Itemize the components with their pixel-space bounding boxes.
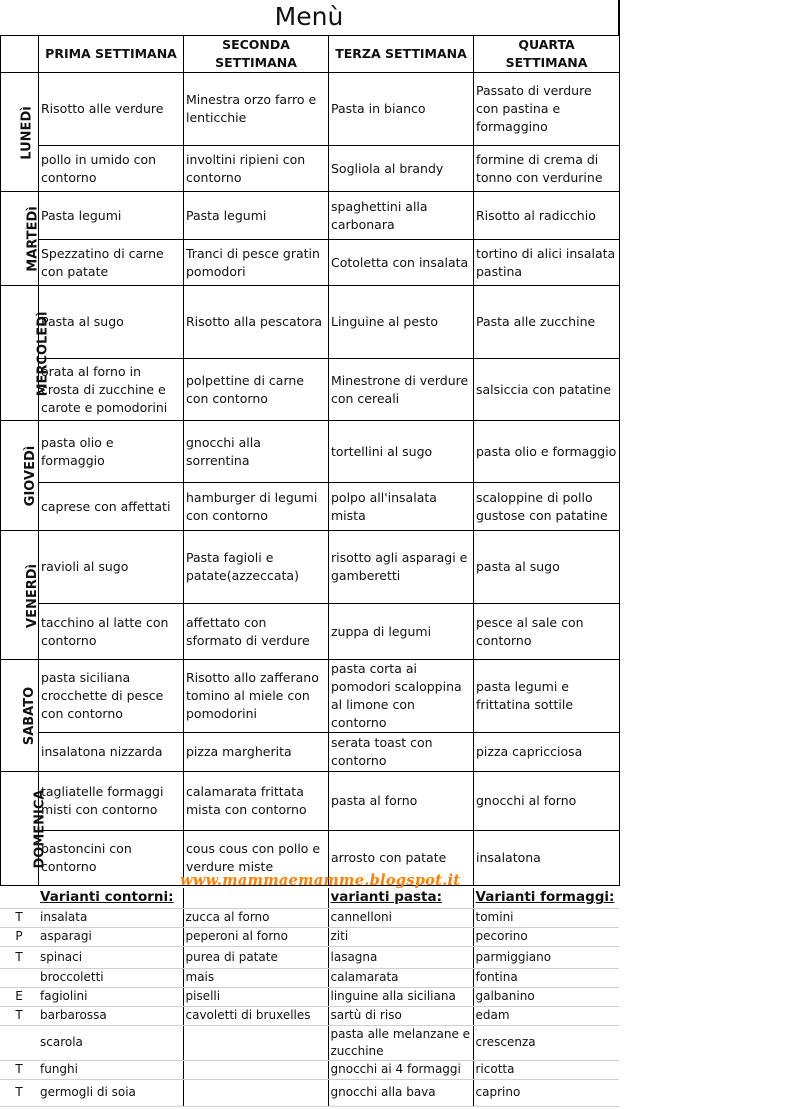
variant-cell: gnocchi alla bava <box>328 1079 473 1106</box>
meal-cell: tagliatelle formaggi misti con contorno <box>39 772 184 831</box>
day-label: MARTEDì <box>25 206 41 272</box>
variant-cell: fagiolini <box>38 987 183 1006</box>
meal-cell: insalatona nizzarda <box>39 733 184 772</box>
meal-cell: Pasta legumi <box>184 192 329 240</box>
variants-row <box>0 908 619 927</box>
day-label: SABATO <box>22 686 38 746</box>
variant-cell: lasagna <box>328 946 473 968</box>
variant-cell <box>183 1025 328 1060</box>
meal-cell: orata al forno in crosta di zucchine e carote e pomodorini <box>39 359 184 421</box>
menu-row <box>1 483 620 531</box>
meal-cell: Pasta fagioli e patate(azzeccata) <box>184 531 329 604</box>
variant-letter <box>0 968 38 987</box>
day-label: MERCOLEDì <box>35 311 51 396</box>
variant-cell: cannelloni <box>328 908 473 927</box>
variant-letter: T <box>0 946 38 968</box>
meal-cell: pizza capricciosa <box>474 733 620 772</box>
variant-cell: fontina <box>473 968 619 987</box>
variant-cell: purea di patate <box>183 946 328 968</box>
menu-row <box>1 146 620 192</box>
variant-cell: spinaci <box>38 946 183 968</box>
variant-cell: sartù di riso <box>328 1006 473 1025</box>
variant-cell: zucca al forno <box>183 908 328 927</box>
meal-cell: affettato con sformato di verdure <box>184 604 329 660</box>
meal-cell: Minestra orzo farro e lenticchie <box>184 73 329 146</box>
meal-cell: Passato di verdure con pastina e formaggino <box>474 73 620 146</box>
variant-cell: mais <box>183 968 328 987</box>
meal-cell: arrosto con patate <box>329 831 474 886</box>
day-label: LUNEDì <box>19 105 35 160</box>
variant-letter: E <box>0 987 38 1006</box>
variants-row <box>0 946 619 968</box>
variants-row <box>0 927 619 946</box>
meal-cell: formine di crema di tonno con verdurine <box>474 146 620 192</box>
meal-cell: pasta legumi e frittatina sottile <box>474 660 620 733</box>
variant-cell: edam <box>473 1006 619 1025</box>
meal-cell: Pasta in bianco <box>329 73 474 146</box>
variants-header: Varianti contorni: <box>38 888 183 908</box>
week-header: PRIMA SETTIMANA <box>39 36 184 73</box>
meal-cell: risotto agli asparagi e gamberetti <box>329 531 474 604</box>
day-label: DOMENICA <box>32 789 48 869</box>
variant-cell: crescenza <box>473 1025 619 1060</box>
variant-cell <box>183 1060 328 1079</box>
variant-letter <box>0 1025 38 1060</box>
variants-row <box>0 1060 619 1079</box>
variants-row <box>0 1025 619 1060</box>
variant-cell: cavoletti di bruxelles <box>183 1006 328 1025</box>
meal-cell: pasta olio e formaggio <box>39 421 184 483</box>
meal-cell: Risotto alle verdure <box>39 73 184 146</box>
variant-letter: T <box>0 908 38 927</box>
day-label-cell <box>1 660 39 772</box>
variant-letter: T <box>0 1006 38 1025</box>
day-label-cell <box>1 531 39 660</box>
meal-cell: Tranci di pesce gratin pomodori <box>184 240 329 286</box>
meal-cell: serata toast con contorno <box>329 733 474 772</box>
menu-row <box>1 359 620 421</box>
variant-cell: calamarata <box>328 968 473 987</box>
menu-row <box>1 240 620 286</box>
variants-row <box>0 1006 619 1025</box>
variants-header: varianti pasta: <box>328 888 473 908</box>
meal-cell: Sogliola al brandy <box>329 146 474 192</box>
weekly-menu-table <box>0 35 620 886</box>
variant-cell <box>183 1079 328 1106</box>
variant-cell: broccoletti <box>38 968 183 987</box>
menu-row <box>1 421 620 483</box>
menu-row <box>1 772 620 831</box>
meal-cell: Pasta alle zucchine <box>474 286 620 359</box>
meal-cell: salsiccia con patatine <box>474 359 620 421</box>
variant-cell: funghi <box>38 1060 183 1079</box>
menu-row <box>1 733 620 772</box>
meal-cell: Pasta al sugo <box>39 286 184 359</box>
variant-cell: gnocchi ai 4 formaggi <box>328 1060 473 1079</box>
week-header-row <box>1 36 620 73</box>
meal-cell: bastoncini con contorno <box>39 831 184 886</box>
variant-cell: ziti <box>328 927 473 946</box>
meal-cell: Risotto alla pescatora <box>184 286 329 359</box>
website-watermark: www.mammaemamme.blogspot.it <box>180 872 461 889</box>
day-label-cell <box>1 772 48 886</box>
week-header: SECONDA SETTIMANA <box>184 36 329 73</box>
menu-row <box>1 192 620 240</box>
variants-header-row <box>0 888 619 908</box>
meal-cell: pizza margherita <box>184 733 329 772</box>
meal-cell: pasta al forno <box>329 772 474 831</box>
meal-cell: hamburger di legumi con contorno <box>184 483 329 531</box>
variant-letter: T <box>0 1079 38 1106</box>
meal-cell: Risotto al radicchio <box>474 192 620 240</box>
meal-cell: cous cous con pollo e verdure miste <box>184 831 329 886</box>
variant-letter: T <box>0 1060 38 1079</box>
day-label-cell <box>1 192 39 286</box>
meal-cell: tortellini al sugo <box>329 421 474 483</box>
variant-cell: caprino <box>473 1079 619 1106</box>
meal-cell: Risotto allo zafferano tomino al miele con pomodorini <box>184 660 329 733</box>
meal-cell: tacchino al latte con contorno <box>39 604 184 660</box>
meal-cell: spaghettini alla carbonara <box>329 192 474 240</box>
menu-row <box>1 73 620 146</box>
variant-cell: germogli di soia <box>38 1079 183 1106</box>
meal-cell: scaloppine di pollo gustose con patatine <box>474 483 620 531</box>
day-label-cell <box>1 73 39 192</box>
variants-header: Varianti formaggi: <box>473 888 619 908</box>
meal-cell: pesce al sale con contorno <box>474 604 620 660</box>
variant-cell: linguine alla siciliana <box>328 987 473 1006</box>
meal-cell: caprese con affettati <box>39 483 184 531</box>
meal-cell: pasta al sugo <box>474 531 620 604</box>
variant-cell: galbanino <box>473 987 619 1006</box>
menu-row <box>1 660 620 733</box>
variant-cell: pecorino <box>473 927 619 946</box>
day-label-cell <box>1 286 51 421</box>
meal-cell: tortino di alici insalata pastina <box>474 240 620 286</box>
meal-cell: insalatona <box>474 831 620 886</box>
meal-cell: pasta olio e formaggio <box>474 421 620 483</box>
meal-cell: gnocchi al forno <box>474 772 620 831</box>
variant-cell: insalata <box>38 908 183 927</box>
day-label-cell <box>1 421 39 531</box>
variants-header <box>183 888 328 908</box>
menu-row <box>1 531 620 604</box>
meal-cell: zuppa di legumi <box>329 604 474 660</box>
variant-cell: barbarossa <box>38 1006 183 1025</box>
variant-cell: ricotta <box>473 1060 619 1079</box>
day-label: GIOVEDì <box>23 445 39 507</box>
menu-row <box>1 286 620 359</box>
variant-cell: parmiggiano <box>473 946 619 968</box>
meal-cell: Minestrone di verdure con cereali <box>329 359 474 421</box>
variant-letter: P <box>0 927 38 946</box>
meal-cell: Spezzatino di carne con patate <box>39 240 184 286</box>
variants-row <box>0 968 619 987</box>
meal-cell: polpo all'insalata mista <box>329 483 474 531</box>
corner-cell <box>1 36 39 73</box>
meal-cell: polpettine di carne con contorno <box>184 359 329 421</box>
title-row <box>0 0 620 35</box>
variants-table <box>0 888 619 1107</box>
meal-cell: pasta siciliana crocchette di pesce con contorno <box>39 660 184 733</box>
meal-cell: pasta corta ai pomodori scaloppina al limone con contorno <box>329 660 474 733</box>
variant-cell: piselli <box>183 987 328 1006</box>
menu-row <box>1 604 620 660</box>
variant-cell: pasta alle melanzane e zucchine <box>328 1025 473 1060</box>
meal-cell: Cotoletta con insalata <box>329 240 474 286</box>
variant-cell: tomini <box>473 908 619 927</box>
day-label: VENERDì <box>24 563 40 628</box>
meal-cell: calamarata frittata mista con contorno <box>184 772 329 831</box>
variant-cell: scarola <box>38 1025 183 1060</box>
meal-cell: gnocchi alla sorrentina <box>184 421 329 483</box>
meal-cell: pollo in umido con contorno <box>39 146 184 192</box>
meal-cell: involtini ripieni con contorno <box>184 146 329 192</box>
variant-cell: peperoni al forno <box>183 927 328 946</box>
meal-cell: Linguine al pesto <box>329 286 474 359</box>
week-header: QUARTA SETTIMANA <box>474 36 620 73</box>
variants-row <box>0 987 619 1006</box>
variant-cell: asparagi <box>38 927 183 946</box>
page-title: Menù <box>274 2 344 31</box>
meal-cell: Pasta legumi <box>39 192 184 240</box>
week-header: TERZA SETTIMANA <box>329 36 474 73</box>
variants-row <box>0 1079 619 1106</box>
meal-cell: ravioli al sugo <box>39 531 184 604</box>
variants-corner <box>0 888 38 908</box>
